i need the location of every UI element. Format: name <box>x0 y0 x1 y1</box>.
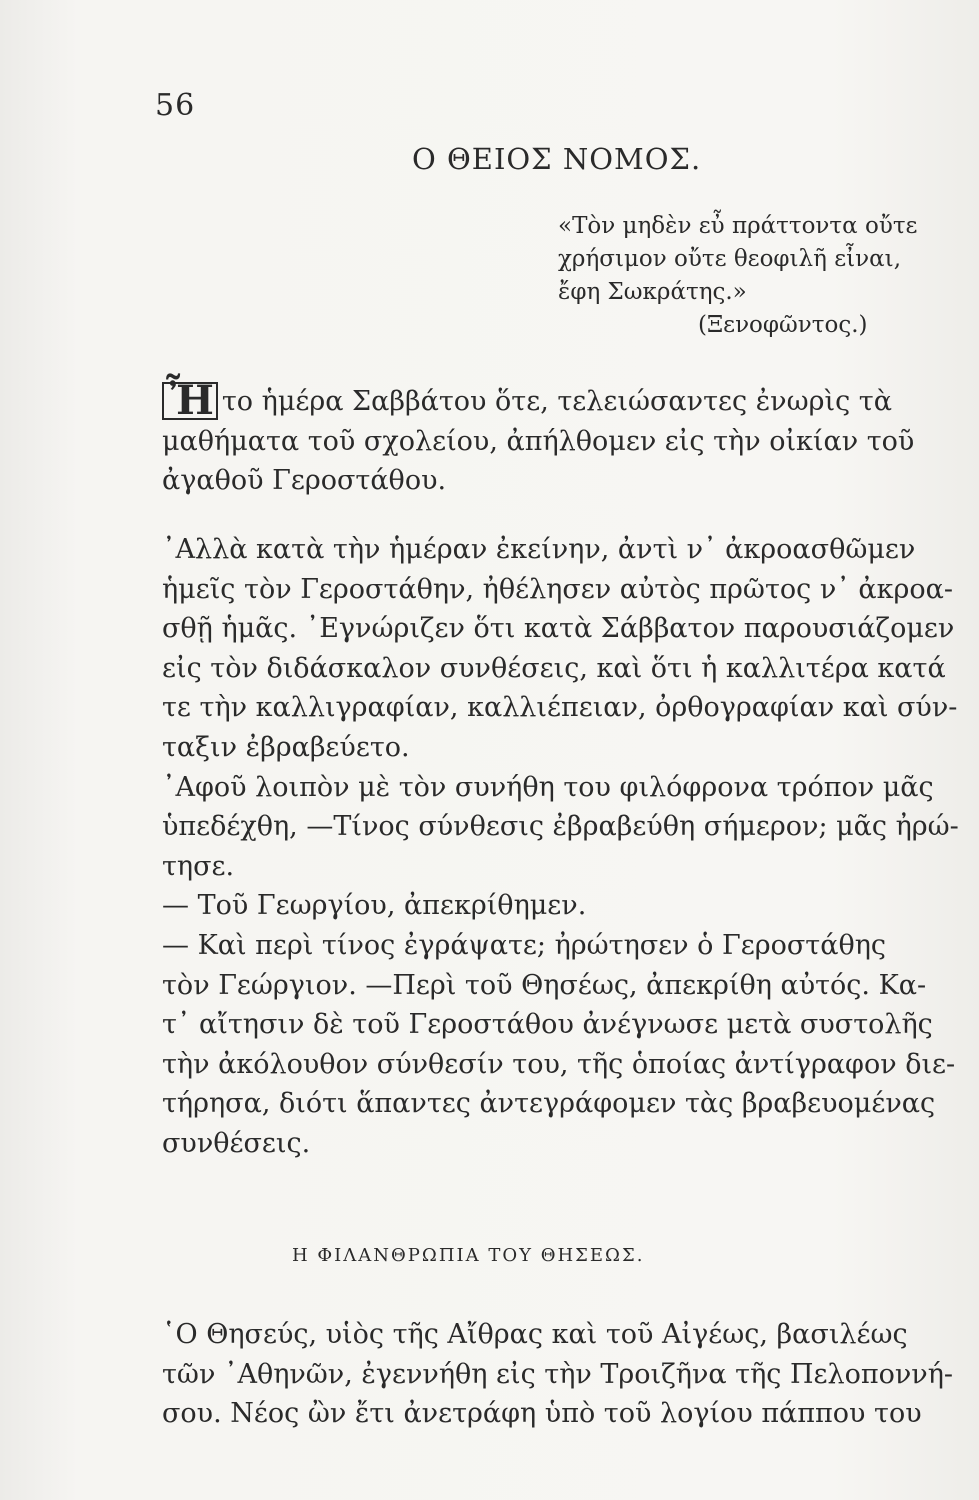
text-line: ἀγαθοῦ Γεροστάθου. <box>162 465 447 497</box>
text-line: τήρησα, διότι ἅπαντες ἀντεγράφομεν τὰς βραβευομένας <box>162 1088 936 1120</box>
text-line: ἡμεῖς τὸν Γεροστάθην, ἠθέλησεν αὐτὸς πρῶτος ν᾽ ἀκροα- <box>162 573 953 605</box>
text-line: ᾽Αλλὰ κατὰ τὴν ἡμέραν ἐκείνην, ἀντὶ ν᾽ ἀκροασθῶμεν <box>162 534 916 565</box>
chapter-title: Ο ΘΕΙΟΣ ΝΟΜΟΣ. <box>412 142 702 176</box>
text-line: τησε. <box>162 850 235 882</box>
text-line: ὑπεδέχθη, —Τίνος σύνθεσις ἐβραβεύθη σήμερον; μᾶς ἠρώ- <box>162 811 959 843</box>
text-line: ῾Ο Θησεύς, υἱὸς τῆς Αἴθρας καὶ τοῦ Αἰγέως, βασιλέως <box>162 1319 908 1350</box>
text-line: τε τὴν καλλιγραφίαν, καλλιέπειαν, ὀρθογραφίαν καὶ σύν- <box>162 692 958 724</box>
text-line: σθῇ ἡμᾶς. ᾽Εγνώριζεν ὅτι κατὰ Σάββατον παρουσιάζομεν <box>162 613 955 645</box>
text-line: τ᾽ αἴτησιν δὲ τοῦ Γεροστάθου ἀνέγνωσε μετὰ συστολῆς <box>162 1009 933 1041</box>
text-line: σου. Νέος ὢν ἔτι ἀνετράφη ὑπὸ τοῦ λογίου πάππου του <box>162 1398 922 1430</box>
epigraph-line: «Τὸν μηδὲν εὖ πράττοντα οὔτε <box>558 213 918 239</box>
text-line: — Καὶ περὶ τίνος ἐγράψατε; ἠρώτησεν ὁ Γεροστάθης <box>162 929 887 961</box>
text-line: τὴν ἀκόλουθον σύνθεσίν του, τῆς ὁποίας ἀντίγραφον διε- <box>162 1048 956 1080</box>
text-line: ταξιν ἐβραβεύετο. <box>162 731 410 763</box>
text-line: τὸν Γεώργιον. —Περὶ τοῦ Θησέως, ἀπεκρίθη αὐτός. Κα- <box>162 969 927 1001</box>
text-line: — Τοῦ Γεωργίου, ἀπεκρίθημεν. <box>162 890 587 922</box>
text-line-content: το ἡμέρα Σαββάτου ὅτε, τελειώσαντες ἐνωρὶς τὰ <box>221 386 892 417</box>
text-line: εἰς τὸν διδάσκαλον συνθέσεις, καὶ ὅτι ἡ καλλιτέρα κατά <box>162 652 946 684</box>
epigraph <box>558 210 938 342</box>
text-line: μαθήματα τοῦ σχολείου, ἀπήλθομεν εἰς τὴν οἰκίαν τοῦ <box>162 425 915 457</box>
text-line <box>162 377 940 424</box>
paragraph-3 <box>162 1315 954 1434</box>
paragraph-2 <box>162 530 959 1164</box>
paragraph-1 <box>162 377 940 501</box>
epigraph-source: (Ξενοφῶντος.) <box>698 312 868 338</box>
page-number: 56 <box>155 88 196 123</box>
epigraph-line: χρήσιμον οὔτε θεοφιλῆ εἶναι, <box>558 246 902 272</box>
text-line: τῶν ᾽Αθηνῶν, ἐγεννήθη εἰς τὴν Τροιζῆνα τῆς Πελοποννή- <box>162 1358 954 1390</box>
text-line: ᾽Αφοῦ λοιπὸν μὲ τὸν συνήθη του φιλόφρονα τρόπον μᾶς <box>162 771 934 803</box>
section-title: Η ΦΙΛΑΝΘΡΩΠΙΑ ΤΟΥ ΘΗΣΕΩΣ. <box>292 1245 645 1266</box>
text-line: συνθέσεις. <box>162 1127 311 1159</box>
drop-cap: Ἦ <box>162 382 218 420</box>
epigraph-line: ἔφη Σωκράτης.» <box>558 279 747 305</box>
